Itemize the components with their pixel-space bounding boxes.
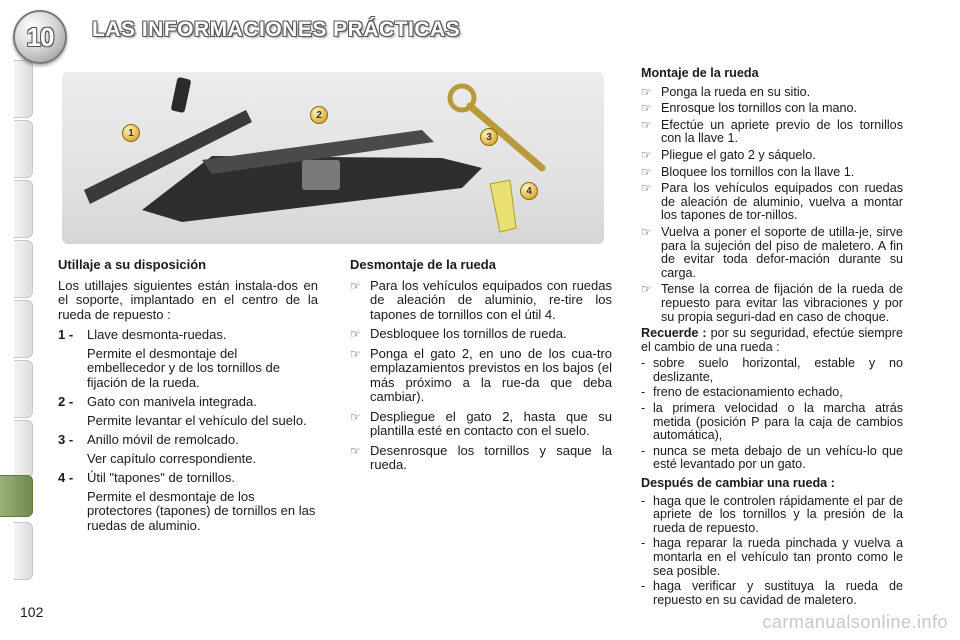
pointing-hand-icon: ☞ <box>641 101 652 116</box>
list-item: ☞ Efectúe un apriete previo de los tornillos con la llave 1. <box>641 117 903 146</box>
tools-intro: Los utillajes siguientes están instala-dos en el soporte, implantado en el centro de la rueda de repuesto : <box>58 277 318 322</box>
callout-1: 1 <box>122 124 140 142</box>
callout-4: 4 <box>520 182 538 200</box>
list-item-description: Ver capítulo correspondiente. <box>87 450 257 466</box>
pointing-hand-icon: ☞ <box>350 443 361 458</box>
chapter-number: 10 <box>26 21 54 52</box>
chapter-number-badge <box>13 10 67 64</box>
list-item: - nunca se meta debajo de un vehícu-lo que esté levantado por un gato. <box>641 443 903 472</box>
page-number: 102 <box>20 604 44 620</box>
callout-3: 3 <box>480 128 498 146</box>
watermark: carmanualsonline.info <box>762 612 948 632</box>
removal-heading: Desmontaje de la rueda <box>350 257 496 272</box>
pointing-hand-icon: ☞ <box>641 84 652 99</box>
list-item: ☞ Ponga la rueda en su sitio. <box>641 84 811 99</box>
mounting-section <box>641 67 903 609</box>
list-item: 2 - Gato con manivela integrada. <box>58 394 257 409</box>
list-item: - la primera velocidad o la marcha atrás metida (posición P para la caja de cambios automática), <box>641 401 903 443</box>
list-item-description: Permite el desmontaje del embellecedor y de los tornillos de fijación de la rueda. <box>87 345 280 390</box>
list-item: ☞ Tense la correa de fijación de la rueda de repuesto para evitar las vibraciones y por su propia seguri-dad en caso de choque. <box>641 282 903 324</box>
list-item: - freno de estacionamiento echado, <box>641 385 843 400</box>
pointing-hand-icon: ☞ <box>641 181 652 196</box>
reminder-note: Recuerde : por su seguridad, efectúe siempre el cambio de una rueda : <box>641 326 903 354</box>
chapter-tab[interactable] <box>14 420 33 478</box>
pointing-hand-icon: ☞ <box>641 224 652 239</box>
list-item: ☞ Ponga el gato 2, en uno de los cua-tro emplazamientos previstos en los bajos (el más próximo a la rue-da que deba cambiar). <box>350 345 612 404</box>
chapter-tab[interactable] <box>14 300 33 358</box>
chapter-tab[interactable] <box>14 240 33 298</box>
tools-heading: Utillaje a su disposición <box>58 257 207 272</box>
list-item: - sobre suelo horizontal, estable y no deslizante, <box>641 356 903 384</box>
chapter-tab-strip <box>0 60 34 580</box>
tools-illustration <box>62 72 604 244</box>
chapter-tab[interactable] <box>14 360 33 418</box>
pointing-hand-icon: ☞ <box>350 278 361 293</box>
pointing-hand-icon: ☞ <box>641 164 652 179</box>
mounting-heading: Montaje de la rueda <box>641 66 759 80</box>
list-item: 4 - Útil "tapones" de tornillos. <box>58 470 235 485</box>
wheel-brace-handle <box>171 77 192 113</box>
pointing-hand-icon: ☞ <box>350 346 361 361</box>
list-item: ☞ Para los vehículos equipados con ruedas de aleación de aluminio, vuelva a montar los tapones de tor-nillos. <box>641 181 903 223</box>
list-item: 3 - Anillo móvil de remolcado. <box>58 432 239 447</box>
chapter-tab[interactable] <box>14 60 33 118</box>
list-item: - haga que le controlen rápidamente el par de apriete de los tornillos y la presión de la rueda de repuesto. <box>641 493 903 535</box>
list-item-description: Permite el desmontaje de los protectores (tapones) de tornillos en las ruedas de aluminio. <box>87 488 316 533</box>
chapter-tab[interactable] <box>14 120 33 178</box>
list-item: - haga verificar y sustituya la rueda de repuesto en su cavidad de maletero. <box>641 579 903 607</box>
list-item: ☞ Pliegue el gato 2 y sáquelo. <box>641 147 816 162</box>
chapter-tab[interactable] <box>14 180 33 238</box>
pointing-hand-icon: ☞ <box>641 282 652 297</box>
list-item: ☞ Enrosque los tornillos con la mano. <box>641 101 858 116</box>
pointing-hand-icon: ☞ <box>350 409 361 424</box>
list-item: ☞ Bloquee los tornillos con la llave 1. <box>641 164 855 179</box>
list-item: ☞ Vuelva a poner el soporte de utilla-je, sirve para la sujeción del piso de maletero. A fin de evitar toda defor-mación durante su carga. <box>641 224 903 280</box>
list-item: ☞ Despliegue el gato 2, hasta que su plantilla esté en contacto con el suelo. <box>350 408 612 438</box>
after-change-heading: Después de cambiar una rueda : <box>641 476 835 491</box>
chapter-tab-active[interactable] <box>0 475 33 517</box>
tools-list <box>58 328 318 533</box>
jack-plate-shape <box>302 160 340 190</box>
list-item-description: Permite levantar el vehículo del suelo. <box>87 412 307 428</box>
page-title: LAS INFORMACIONES PRÁCTICAS <box>92 18 461 41</box>
list-item: ☞ Desenrosque los tornillos y saque la rueda. <box>350 442 612 472</box>
removal-section <box>350 258 612 478</box>
pointing-hand-icon: ☞ <box>350 327 361 341</box>
chapter-tab[interactable] <box>14 522 33 580</box>
pointing-hand-icon: ☞ <box>641 147 652 162</box>
tools-section <box>58 258 318 538</box>
tools-drawing <box>62 72 604 244</box>
callout-2: 2 <box>310 106 328 124</box>
bolt-cap-tool-shape <box>490 180 516 232</box>
list-item: ☞ Para los vehículos equipados con ruedas de aleación de aluminio, re-tire los tapones de tornillos con el útil 4. <box>350 277 612 322</box>
list-item: 1 - Llave desmonta-ruedas. <box>58 327 227 342</box>
list-item: ☞ Desbloquee los tornillos de rueda. <box>350 326 567 341</box>
list-item: - haga reparar la rueda pinchada y vuelva a montarla en el vehículo tan pronto como le sea posible. <box>641 536 903 578</box>
pointing-hand-icon: ☞ <box>641 117 652 132</box>
